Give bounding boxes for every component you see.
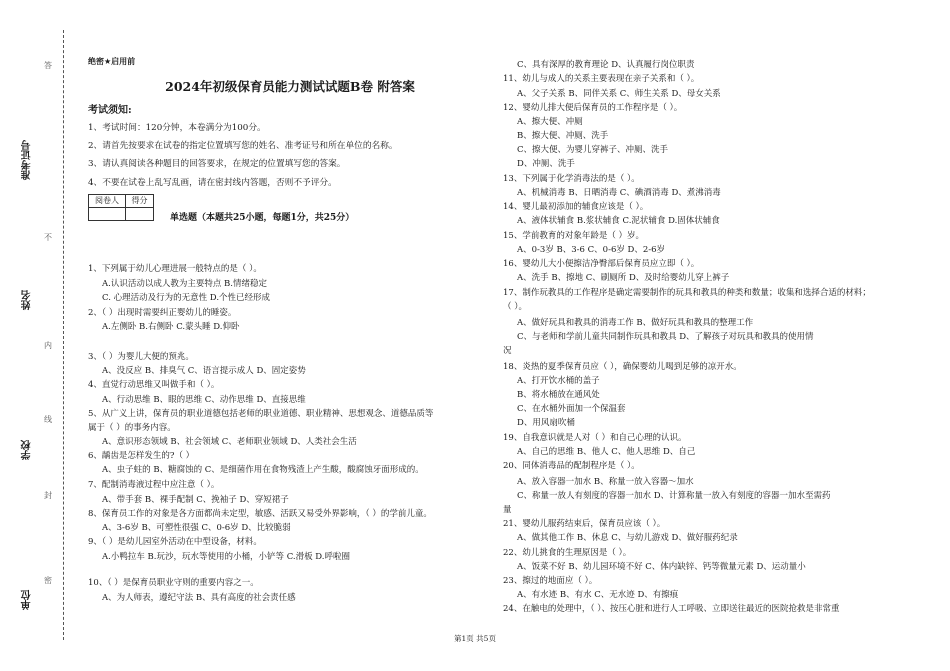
question-line: 15、学前教育的对象年龄是（ ）岁。 [503,231,645,241]
seal-tick: 封 [44,491,52,500]
question-line: 12、婴幼儿排大便后保育员的工作程序是（ ）。 [503,103,683,113]
notice-item: 3、请认真阅读各种题目的回答要求，在规定的位置填写您的答案。 [88,159,346,169]
question-line: 量 [503,505,512,515]
question-line: A、行动思维 B、眼的思维 C、动作思维 D、直接思维 [102,395,306,405]
question-line: B、擦大便、冲厕、洗手 [517,131,609,141]
question-line: C、在水桶外面加一个保温套 [517,404,626,414]
question-line: 17、制作玩教具的工作程序是确定需要制作的玩具和教具的种类和数量；收集和选择合适的材料； [503,288,871,298]
question-line: C、称量一放人有刻度的容器一加水 D、计算称量一放入有刻度的容器一加水至需药 [517,491,831,501]
question-line: A、没反应 B、排臭气 C、语言提示成人 D、固定姿势 [102,366,306,376]
question-line: A、有水迹 B、有水 C、无水迹 D、有擦痕 [517,590,679,600]
binding-margin [0,0,80,671]
exam-number-label: 准考证号 [22,140,33,180]
question-line: A、虫子蛀的 B、糖腐蚀的 C、是细菌作用在食物残渣上产生酸，酸腐蚀牙面形成的。 [102,465,424,475]
question-line: D、用风扇吹桶 [517,418,575,428]
question-line: 4、直觉行动思维又叫做手和（ ）。 [88,380,220,390]
seal-tick: 内 [44,341,52,350]
question-line: 18、炎热的夏季保育员应（ ），确保婴幼儿喝到足够的凉开水。 [503,362,742,372]
school-label: 学校 [22,440,33,460]
question-line: C、与老师和学前儿童共同制作玩具和教具 D、了解孩子对玩具和教具的使用情 [517,332,814,342]
question-line: B、将水桶放在通风处 [517,390,600,400]
question-line: A、做其他工作 B、休息 C、与幼儿游戏 D、做好服药纪录 [517,533,738,543]
notice-title: 考试须知: [88,105,132,116]
question-line: 3、（ ）为婴儿大便的预兆。 [88,352,194,362]
question-line: A、带手套 B、裸手配制 C、挽袖子 D、穿短裙子 [102,495,289,505]
question-line: A、放入容器一加水 B、称量一放入容器～加水 [517,477,694,487]
question-line: 23、擦过的地面应（ ）。 [503,576,598,586]
question-line: 1、下列属于幼儿心理进展一般特点的是（ ）。 [88,264,262,274]
question-line: 5、从广义上讲，保育员的职业道德包括老师的职业道德、职业精神、思想观念、道德品质等 [88,409,434,419]
notice-item: 4、不要在试卷上乱写乱画，请在密封线内答题，否则不予评分。 [88,178,337,188]
question-line: D、冲厕、洗手 [517,159,575,169]
question-line: A、0-3岁 B、3-6 C、0-6岁 D、2-6岁 [517,245,666,255]
seal-tick: 答 [44,61,52,70]
question-line: A、机械消毒 B、日晒消毒 C、碘酒消毒 D、煮沸消毒 [517,188,721,198]
seal-line [63,30,64,640]
question-line: A、为人师表，遵纪守法 B、具有高度的社会责任感 [102,593,296,603]
question-line: A.小鸭拉车 B.玩沙，玩水等使用的小桶，小铲等 C.滑板 D.呼啦圈 [102,552,351,562]
question-line: A、3-6岁 B、可塑性很强 C、0-6岁 D、比较脆弱 [102,523,291,533]
question-line: 10、（ ）是保育员职业守则的重要内容之一。 [88,578,259,588]
question-line: C、擦大便、为婴儿穿裤子、冲厕、洗手 [517,145,669,155]
question-line: 13、下列属于化学消毒法的是（ ）。 [503,174,640,184]
question-line: 20、同体消毒品的配制程序是（ ）。 [503,461,640,471]
question-line: 14、婴儿最初添加的辅食应该是（ ）。 [503,202,649,212]
question-line: 16、婴幼儿大小便擦洁净臀部后保育员应立即（ ）。 [503,259,700,269]
question-line: 6、龋齿是怎样发生的?（ ） [88,451,195,461]
question-line: 况 [503,346,512,356]
question-line: 2、（ ）出现时需要纠正婴幼儿的睡姿。 [88,308,237,318]
notice-item: 2、请首先按要求在试卷的指定位置填写您的姓名、准考证号和所在单位的名称。 [88,141,398,151]
question-line: 19、自我意识就是人对（ ）和自己心理的认识。 [503,433,687,443]
question-line: 属于（ ）的事务内容。 [88,423,176,433]
score-label: 得分 [131,196,148,205]
question-line: C、具有深厚的教育理论 D、认真履行岗位职责 [517,60,695,70]
question-line: A、意识形态领域 B、社会领域 C、老师职业领域 D、人类社会生活 [102,437,357,447]
question-line: A、擦大便、冲厕 [517,117,583,127]
question-line: A、自己的思维 B、他人 C、他人思维 D、自己 [517,447,696,457]
question-line: 9、（ ）是幼儿园室外活动在中型设备，材料。 [88,537,262,547]
score-box-divider [89,207,153,208]
question-line: 21、婴幼儿服药结束后，保育员应该（ ）。 [503,519,666,529]
question-line: A.认识活动以成人教为主要特点 B.情绪稳定 [102,279,267,289]
question-line: A、父子关系 B、同伴关系 C、师生关系 D、母女关系 [517,89,721,99]
section-heading: 单选题（本题共25小题，每题1分，共25分） [170,213,355,223]
question-line: C. 心理活动及行为的无意性 D.个性已经形成 [102,293,271,303]
question-line: A、液体状辅食 B.浆状辅食 C.泥状辅食 D.固体状辅食 [517,216,720,226]
question-line: 11、幼儿与成人的关系主要表现在亲子关系和（ ）。 [503,74,700,84]
page-footer: 第1页 共5页 [454,634,496,643]
page-title: 2024年初级保育员能力测试试题B卷 附答案 [165,79,415,94]
question-line: A、做好玩具和教具的消毒工作 B、做好玩具和教具的整理工作 [517,318,754,328]
question-line: 7、配制消毒液过程中应注意（ ）。 [88,480,220,490]
score-box-divider [125,195,126,220]
secret-mark: 绝密★启用前 [88,57,136,66]
seal-tick: 不 [44,233,52,242]
score-box [88,194,154,221]
seal-tick: 线 [44,415,52,424]
question-line: （ ）。 [503,302,527,312]
question-line: 24、在触电的处理中，（ ）、按压心脏和进行人工呼吸、立即送往最近的医院抢救是非常重 [503,604,840,614]
question-line: A、洗手 B、擦地 C、刷厕所 D、及时给婴幼儿穿上裤子 [517,273,730,283]
reviewer-label: 阅卷人 [95,196,119,205]
question-line: A.左侧卧 B.右侧卧 C.蒙头睡 D.仰卧 [102,322,240,332]
question-line: 22、幼儿挑食的生理原因是（ ）。 [503,548,632,558]
question-line: A、打开饮水桶的盖子 [517,376,600,386]
name-label: 姓名 [22,290,33,310]
seal-tick: 密 [44,576,52,585]
notice-item: 1、考试时间：120分钟，本卷满分为100分。 [88,123,266,133]
question-line: 8、保育员工作的对象是各方面都尚未定型，敏感、活跃又易受外界影响，（ ）的学前儿童。 [88,509,432,519]
unit-label: 单位 [22,590,33,610]
question-line: A、饭菜不好 B、幼儿园环境不好 C、体内缺锌、钙等微量元素 D、运动量小 [517,562,806,572]
